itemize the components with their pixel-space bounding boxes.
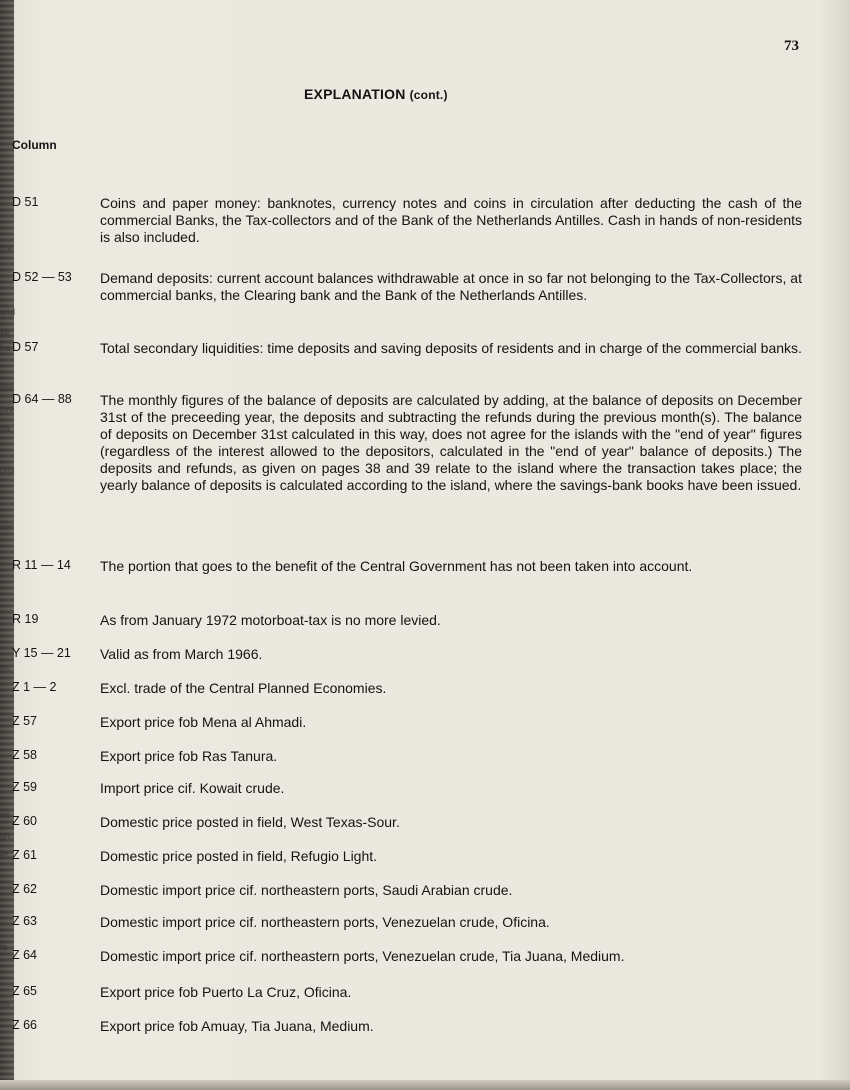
entry-text: Total secondary liquidities: time deposits and saving deposits of residents and in charge of the commercial banks. xyxy=(100,340,802,356)
margin-fragment: ons xyxy=(0,465,15,475)
margin-fragment: ve xyxy=(0,327,10,337)
entry-code: D 51 xyxy=(12,195,39,209)
entry-text: Domestic import price cif. northeastern ports, Venezuelan crude, Oficina. xyxy=(100,914,550,930)
entry-code: D 57 xyxy=(12,340,39,354)
entry-code: R 11 — 14 xyxy=(12,558,71,572)
entry-text: Excl. trade of the Central Planned Economies. xyxy=(100,680,387,696)
margin-fragment: es xyxy=(0,810,10,820)
entry-text: The portion that goes to the benefit of the Central Government has not been taken into account. xyxy=(100,558,693,574)
entry-code: Z 57 xyxy=(12,714,38,728)
margin-fragment: ts xyxy=(0,942,8,952)
margin-fragment: er xyxy=(0,850,9,860)
entry-code: Z 65 xyxy=(12,984,38,998)
margin-fragment: and xyxy=(0,307,16,317)
page-title xyxy=(304,86,448,102)
entry-text: Export price fob Mena al Ahmadi. xyxy=(100,714,307,730)
margin-fragment: ba xyxy=(0,343,11,353)
entry-text: Domestic import price cif. northeastern ports, Saudi Arabian crude. xyxy=(100,882,513,898)
margin-fragment: gn xyxy=(0,830,11,840)
margin-fragment: ess xyxy=(0,383,15,393)
entry-text: Demand deposits: current account balances withdrawable at once in so far not belonging to the Tax-Collectors, at commercial banks, the Clearing bank and the Bank of the Netherlands Antilles. xyxy=(100,270,802,303)
entry-text: Domestic price posted in field, West Texas-Sour. xyxy=(100,814,400,830)
entry-code: Z 62 xyxy=(12,882,38,896)
entry-code: Z 1 — 2 xyxy=(12,680,57,694)
entry-code: Z 60 xyxy=(12,814,38,828)
entry-code: Z 66 xyxy=(12,1018,38,1032)
entry-text: Coins and paper money: banknotes, currency notes and coins in circulation after deducting the cash of the commercial Banks, the Tax-collectors and of the Bank of the Netherlands Antilles. Cash in hands of non-residents is also included. xyxy=(100,195,802,245)
margin-fragment: oa. xyxy=(0,424,13,434)
margin-fragment: the xyxy=(0,243,13,253)
margin-fragment: ner xyxy=(0,522,14,532)
entry-text: Export price fob Ras Tanura. xyxy=(100,748,278,764)
entry-text: The monthly figures of the balance of deposits are calculated by adding, at the balance of deposits on December 31st of the preceeding year, the deposits and subtracting the refunds during the previous month(s). The balance of deposits on December 31st calculated in this way, does not agree for the islands with the "end of year" figures (regardless of the interest allowed to the depositors, calculated in the "end of year" balance of deposits.) The deposits and refunds, as given on pages 38 and 39 relate to the island where the transaction takes place; the yearly balance of deposits is calculated according to the island, where the savings-bank books have been issued. xyxy=(100,392,802,493)
entry-code: Z 63 xyxy=(12,914,38,928)
entry-code: Z 64 xyxy=(12,948,38,962)
entry-text: Domestic price posted in field, Refugio Light. xyxy=(100,848,378,864)
entry-code: Z 59 xyxy=(12,780,38,794)
page-number: 73 xyxy=(784,38,799,54)
entry-text: Valid as from March 1966. xyxy=(100,646,263,662)
title-main: EXPLANATION xyxy=(304,86,406,102)
margin-fragment: er. xyxy=(0,662,11,672)
entry-text: Export price fob Amuay, Tia Juana, Medium. xyxy=(100,1018,374,1034)
entry-code: D 52 — 53 xyxy=(12,270,72,284)
entry-text: As from January 1972 motorboat-tax is no more levied. xyxy=(100,612,441,628)
entry-text: Export price fob Puerto La Cruz, Oficina. xyxy=(100,984,352,1000)
entry-code: R 19 xyxy=(12,612,39,626)
column-header: Column xyxy=(12,138,57,152)
page-bottom-edge xyxy=(0,1080,850,1090)
entry-code: Y 15 — 21 xyxy=(12,646,71,660)
title-suffix: (cont.) xyxy=(409,88,448,102)
entry-text: Import price cif. Kowait crude. xyxy=(100,780,285,796)
entry-code: Z 58 xyxy=(12,748,38,762)
margin-fragment: ns xyxy=(0,998,10,1008)
margin-fragment: tive xyxy=(0,404,15,414)
entry-text: Domestic import price cif. northeastern ports, Venezuelan crude, Tia Juana, Medium. xyxy=(100,948,625,964)
entry-code: Z 61 xyxy=(12,848,38,862)
entry-code: D 64 — 88 xyxy=(12,392,72,406)
